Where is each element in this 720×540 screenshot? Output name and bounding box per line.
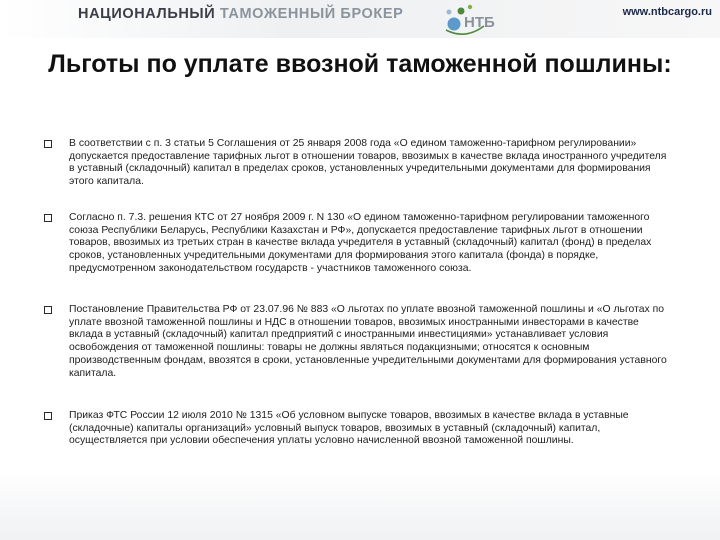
list-item xyxy=(44,212,674,304)
site-url[interactable]: www.ntbcargo.ru xyxy=(622,6,712,18)
list-item xyxy=(44,304,674,410)
bullet-text: Постановление Правительства РФ от 23.07.96 № 883 «О льготах по уплате ввозной таможенной пошлины и «О льготах по уплате ввозной таможенной пошлины и НДС в отношении товаров, ввозимых иностранными инвесторами в качестве вклада в уставный (складочный) капитал предприятий с иностранными инвестициями» устанавливает условия освобождения от таможенной пошлины: товары не должны являться подакцизными; относятся к основным производственным фондам, ввозятся в сроки, установленные учредительными документами для формирования уставного капитала. xyxy=(69,304,667,379)
logo-text: НТБ xyxy=(464,14,495,31)
square-bullet-icon xyxy=(44,214,52,222)
square-bullet-icon xyxy=(44,306,52,314)
square-bullet-icon xyxy=(44,412,52,420)
bullet-text: Приказ ФТС России 12 июля 2010 № 1315 «Об условном выпуске товаров, ввозимых в качестве вклада в уставные (складочные) капиталы организаций» условный выпуск товаров, ввозимых в уставный (складочный) капитал, осуществляется при условии обеспечения уплаты условно начисленной ввозной таможенной пошлины. xyxy=(69,410,629,447)
square-bullet-icon xyxy=(44,140,52,148)
brand-part-2: ТАМОЖЕННЫЙ БРОКЕР xyxy=(219,6,404,22)
ntb-logo-icon xyxy=(440,0,510,38)
brand-part-1: НАЦИОНАЛЬНЫЙ xyxy=(78,6,216,22)
brand-name xyxy=(78,6,403,22)
bullet-text: Согласно п. 7.3. решения КТС от 27 ноября 2009 г. N 130 «О едином таможенно-тарифном регулировании таможенного союза Республики Беларусь, Республики Казахстан и РФ», допускается предоставление тарифных льгот в отношении товаров, ввозимых из третьих стран в качестве вклада учредителя в уставный (складочный) капитал (фонд) в пределах сроков, установленных учредительными документами для формирования этого капитала (фонда) в порядке, предусмотренном законодательством государств - участников таможенного союза. xyxy=(69,212,652,274)
bottom-gradient xyxy=(0,470,720,540)
bullet-list xyxy=(44,138,674,448)
list-item xyxy=(44,138,674,212)
bullet-text: В соответствии с п. 3 статьи 5 Соглашения от 25 января 2008 года «О едином таможенно-тарифном регулировании» допускается предоставление тарифных льгот в отношении товаров, ввозимых в качестве вклада иностранного учредителя в уставный (складочный) капитал в пределах сроков, установленных учредительными документами для формирования этого капитала. xyxy=(69,138,667,188)
slide-title: Льготы по уплате ввозной таможенной пошлины: xyxy=(48,50,672,78)
header-bar xyxy=(0,0,720,38)
list-item xyxy=(44,410,674,448)
